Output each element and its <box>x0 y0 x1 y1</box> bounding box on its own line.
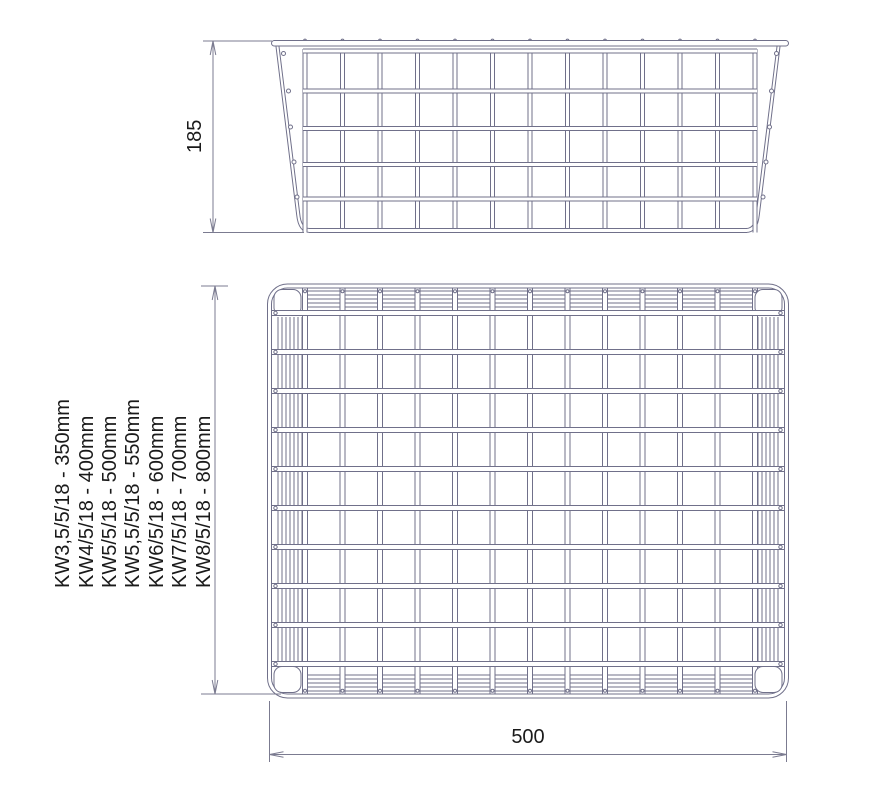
front-mesh-vertical-wires <box>303 49 757 233</box>
model-label: KW6/5/18 - 600mm <box>146 415 168 588</box>
model-label: KW8/5/18 - 800mm <box>193 415 215 588</box>
height-dimension <box>203 41 304 233</box>
model-label: KW7/5/18 - 700mm <box>169 415 191 588</box>
model-label: KW3,5/5/18 - 350mm <box>52 399 74 588</box>
model-label: KW5/5/18 - 500mm <box>99 415 121 588</box>
front-view-elevation <box>272 39 789 232</box>
width-dimension-label: 500 <box>511 726 545 748</box>
height-dimension-label: 185 <box>184 119 206 153</box>
model-label: KW5,5/5/18 - 550mm <box>122 399 144 588</box>
plan-view-top <box>268 284 789 698</box>
model-label: KW4/5/18 - 400mm <box>76 415 98 588</box>
top-rail <box>272 41 789 47</box>
